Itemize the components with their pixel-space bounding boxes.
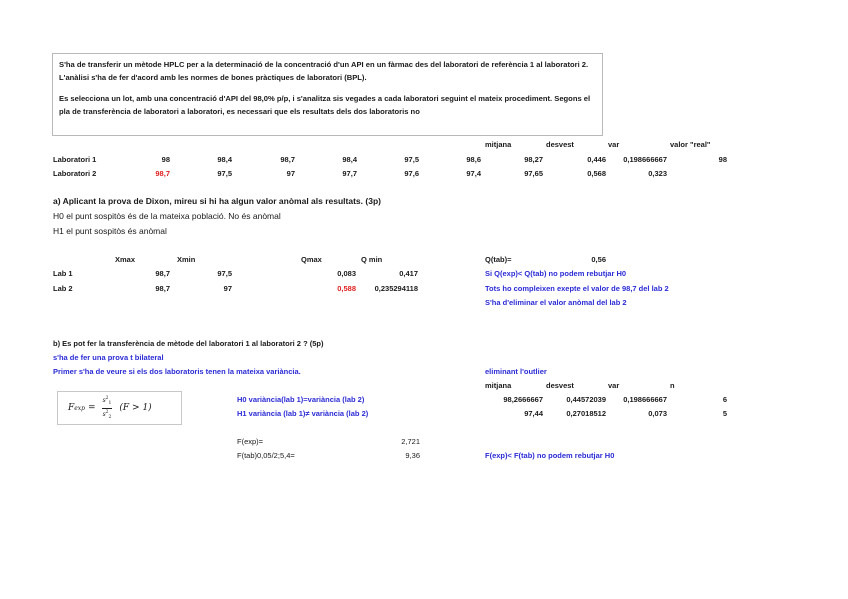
f-conclusion: F(exp)< F(tab) no podem rebutjar H0 xyxy=(485,451,615,460)
dixon-h1: H1 el punt sospitòs és anòmal xyxy=(53,226,167,236)
cell-value: 98,7 xyxy=(280,155,295,164)
formula-den: s xyxy=(102,410,106,418)
dixon-header-xmax: Xmax xyxy=(115,255,136,264)
formula-fraction: $\frac{s^2_1}{s^2_2}$ xyxy=(102,396,112,420)
intro-paragraph-1: S'ha de transferir un mètode HPLC per a la determinació de la concentració d'un API en un fàrmac des del laboratori de referència 1 al laboratori 2. L'anàlisi s'ha de fer d'acord amb les normes de bones pràctiques de laboratori (BPL). xyxy=(59,60,589,82)
cell-value: 97,4 xyxy=(466,169,481,178)
header-valor-real: valor "real" xyxy=(670,140,711,149)
cell-mitjana: 97,65 xyxy=(524,169,543,178)
cell-value-outlier: 98,7 xyxy=(155,169,170,178)
outlier-header-desvest: desvest xyxy=(546,381,574,390)
formula-condition: (F > 1) xyxy=(119,403,152,413)
cell-value: 97,7 xyxy=(342,169,357,178)
cell-desvest: 0,568 xyxy=(587,169,606,178)
outlier-title: eliminant l'outlier xyxy=(485,367,547,376)
dixon-header-qmax: Qmax xyxy=(301,255,322,264)
transfer-line-1: s'ha de fer una prova t bilateral xyxy=(53,353,164,362)
cell-value: 97,5 xyxy=(217,169,232,178)
cell-var: 0,073 xyxy=(648,409,667,418)
row-label: Laboratori 1 xyxy=(53,155,97,164)
cell-var: 0,323 xyxy=(648,169,667,178)
formula-sub: exp xyxy=(74,404,86,412)
cell-desvest: 0,44572039 xyxy=(566,395,606,404)
dixon-heading: a) Aplicant la prova de Dixon, mireu si hi ha algun valor anòmal als resultats. (3p) xyxy=(53,196,381,206)
formula-num: s xyxy=(102,397,106,405)
cell-value: 98,4 xyxy=(217,155,232,164)
cell-xmin: 97 xyxy=(223,284,232,293)
cell-value: 97 xyxy=(286,169,295,178)
row-label: Lab 1 xyxy=(53,269,73,278)
dixon-header-xmin: Xmin xyxy=(177,255,196,264)
row-label: Lab 2 xyxy=(53,284,73,293)
cell-value: 98 xyxy=(161,155,170,164)
dixon-note-2: Tots ho compleixen exepte el valor de 98,7 del lab 2 xyxy=(485,284,669,293)
cell-value: 97,6 xyxy=(404,169,419,178)
cell-var: 0,198666667 xyxy=(623,155,667,164)
qtab-value: 0,56 xyxy=(591,255,606,264)
transfer-h0: H0 variància(lab 1)=variància (lab 2) xyxy=(237,395,365,404)
header-var: var xyxy=(608,140,620,149)
dixon-note-1: Si Q(exp)< Q(tab) no podem rebutjar H0 xyxy=(485,269,627,278)
qtab-label: Q(tab)= xyxy=(485,255,512,264)
transfer-line-2: Primer s'ha de veure si els dos laboratoris tenen la mateixa variància. xyxy=(53,367,301,376)
cell-real: 98 xyxy=(718,155,727,164)
cell-n: 5 xyxy=(722,409,727,418)
ftab-value: 9,36 xyxy=(405,451,420,460)
intro-paragraph-2: Es selecciona un lot, amb una concentració d'API del 98,0% p/p, i s'analitza sis vegades a cada laboratori seguint el mateix procediment. Segons el pla de transferència de laboratori a laboratori, es necessari que els resultats dels dos laboratoris no xyxy=(59,94,591,116)
ftab-label: F(tab)0,05/2;5,4= xyxy=(237,451,295,460)
transfer-h1: H1 variància (lab 1)≠ variància (lab 2) xyxy=(237,409,369,418)
outlier-header-mitjana: mitjana xyxy=(485,381,512,390)
transfer-heading: b) Es pot fer la transferència de mètode del laboratori 1 al laboratori 2 ? (5p) xyxy=(53,339,324,348)
cell-value: 98,6 xyxy=(466,155,481,164)
intro-text-box xyxy=(52,53,603,136)
cell-xmax: 98,7 xyxy=(155,284,170,293)
cell-value: 98,4 xyxy=(342,155,357,164)
dixon-h0: H0 el punt sospitòs és de la mateixa població. No és anòmal xyxy=(53,211,281,221)
cell-qmin: 0,235294118 xyxy=(374,284,418,293)
cell-n: 6 xyxy=(722,395,727,404)
dixon-header-qmin: Q min xyxy=(361,255,383,264)
cell-mitjana: 98,2666667 xyxy=(503,395,543,404)
row-label: Laboratori 2 xyxy=(53,169,97,178)
cell-qmax-outlier: 0,588 xyxy=(337,284,356,293)
cell-desvest: 0,446 xyxy=(587,155,606,164)
formula-lhs: F xyxy=(68,403,75,413)
cell-value: 97,5 xyxy=(404,155,419,164)
cell-desvest: 0,27018512 xyxy=(566,409,606,418)
cell-mitjana: 98,27 xyxy=(524,155,543,164)
outlier-header-var: var xyxy=(608,381,620,390)
cell-xmax: 98,7 xyxy=(155,269,170,278)
fexp-label: F(exp)= xyxy=(237,437,264,446)
fexp-value: 2,721 xyxy=(401,437,420,446)
cell-xmin: 97,5 xyxy=(217,269,232,278)
outlier-header-n: n xyxy=(670,381,675,390)
cell-var: 0,198666667 xyxy=(623,395,667,404)
f-test-formula: F exp = $\frac{s^2_1}{s^2_2}$ (F > 1) xyxy=(57,391,182,425)
dixon-note-3: S'ha d'eliminar el valor anòmal del lab 2 xyxy=(485,298,627,307)
header-desvest: desvest xyxy=(546,140,574,149)
header-mitjana: mitjana xyxy=(485,140,512,149)
cell-mitjana: 97,44 xyxy=(524,409,543,418)
cell-qmax: 0,083 xyxy=(337,269,356,278)
cell-qmin: 0,417 xyxy=(399,269,418,278)
